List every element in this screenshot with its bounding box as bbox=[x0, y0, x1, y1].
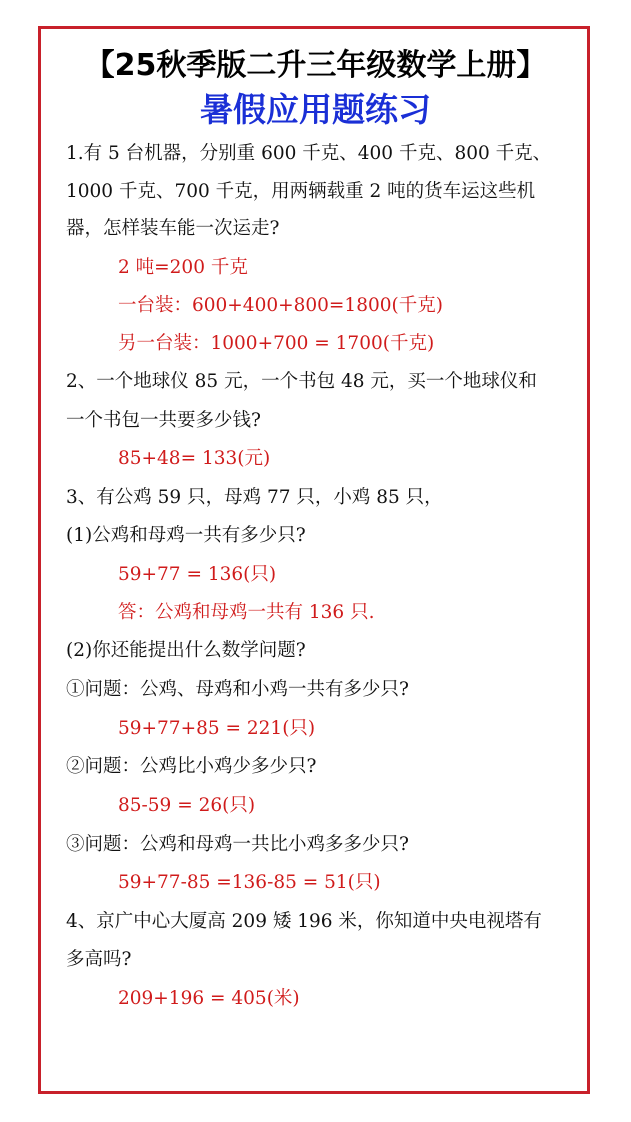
text-line: 85+48= 133(元) bbox=[118, 448, 271, 469]
text-line: 多高吗? bbox=[66, 949, 132, 970]
text-line: 209+196 = 405(米) bbox=[118, 988, 300, 1009]
text-line: ①问题：公鸡、母鸡和小鸡一共有多少只? bbox=[66, 679, 409, 700]
text-line: ③问题：公鸡和母鸡一共比小鸡多多少只? bbox=[66, 834, 409, 855]
text-line: ②问题：公鸡比小鸡少多少只? bbox=[66, 756, 317, 777]
page-subtitle: 暑假应用题练习 bbox=[200, 90, 431, 129]
text-line: 1.有 5 台机器，分别重 600 千克、400 千克、800 千克、 bbox=[66, 143, 552, 164]
text-line: 3、有公鸡 59 只，母鸡 77 只，小鸡 85 只， bbox=[66, 487, 443, 508]
text-line: 答：公鸡和母鸡一共有 136 只. bbox=[118, 602, 375, 623]
page-title: 【25秋季版二升三年级数学上册】 bbox=[84, 48, 547, 83]
text-line: 85-59 = 26(只) bbox=[118, 795, 256, 816]
text-line: (2)你还能提出什么数学问题? bbox=[66, 640, 306, 661]
text-line: 59+77 = 136(只) bbox=[118, 564, 277, 585]
text-line: (1)公鸡和母鸡一共有多少只? bbox=[66, 525, 306, 546]
text-line: 2 吨=200 千克 bbox=[118, 257, 248, 278]
text-line: 1000 千克、700 千克，用两辆载重 2 吨的货车运这些机 bbox=[66, 181, 536, 202]
text-line: 一个书包一共要多少钱? bbox=[66, 410, 261, 431]
text-line: 4、京广中心大厦高 209 矮 196 米，你知道中央电视塔有 bbox=[66, 911, 542, 932]
text-line: 另一台装：1000+700 = 1700(千克) bbox=[118, 333, 435, 354]
text-line: 器，怎样装车能一次运走? bbox=[66, 218, 280, 239]
text-line: 一台装：600+400+800=1800(千克) bbox=[118, 295, 443, 316]
text-line: 59+77+85 = 221(只) bbox=[118, 718, 316, 739]
text-line: 59+77-85 =136-85 = 51(只) bbox=[118, 872, 381, 893]
text-line: 2、一个地球仪 85 元，一个书包 48 元，买一个地球仪和 bbox=[66, 371, 537, 392]
